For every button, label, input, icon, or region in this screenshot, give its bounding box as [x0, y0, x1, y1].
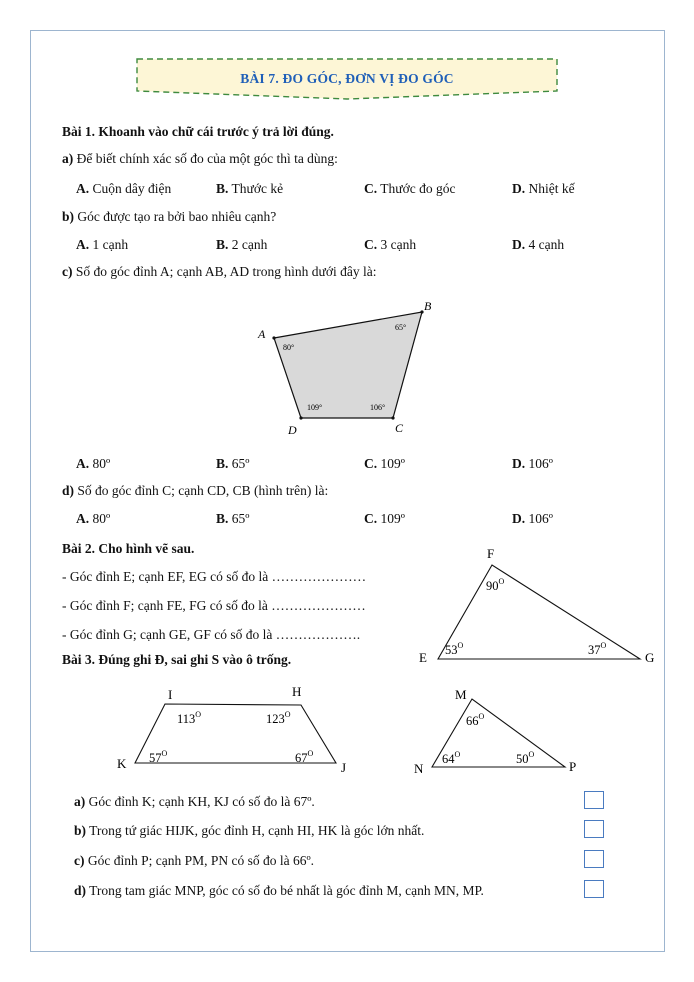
bai1-a-option-b[interactable]: B. Thước kẻ — [216, 181, 284, 196]
bai1-b-option-d[interactable]: D. 4 cạnh — [512, 237, 565, 252]
bai1-b-option-c[interactable]: C. 3 cạnh — [364, 237, 417, 252]
bai1-a-option-a[interactable]: A. Cuộn dây điện — [76, 181, 172, 196]
vertex-n-label: N — [414, 761, 424, 776]
angle-p-label: $50^O$ — [516, 750, 535, 766]
bai1-b-option-a[interactable]: A. 1 cạnh — [76, 237, 129, 252]
bai1-d-option-b[interactable]: B. 65º — [216, 511, 250, 526]
vertex-h-label: H — [292, 684, 302, 699]
bai2-line-e: - Góc đỉnh E; cạnh EF, EG có số đo là ………………… — [62, 569, 367, 584]
bai2-line-f: - Góc đỉnh F; cạnh FE, FG có số đo là ………………… — [62, 598, 366, 613]
bai1-b-option-b[interactable]: B. 2 cạnh — [216, 237, 268, 252]
bai1-d-option-c[interactable]: C. 109º — [364, 511, 405, 526]
bai3-statement-b: b) Trong tứ giác HIJK, góc đỉnh H, cạnh HI, HK là góc lớn nhất. — [74, 823, 425, 838]
page-title: BÀI 7. ĐO GÓC, ĐƠN VỊ ĐO GÓC — [240, 71, 454, 86]
angle-n-label: $64^O$ — [442, 750, 461, 766]
bai2-heading: Bài 2. Cho hình vẽ sau. — [62, 541, 195, 556]
vertex-i-label: I — [168, 687, 173, 702]
bai1-heading: Bài 1. Khoanh vào chữ cái trước ý trả lời đúng. — [62, 124, 334, 139]
bai1-question-b: b) Góc được tạo ra bởi bao nhiêu cạnh? — [62, 209, 277, 224]
quadrilateral-hijk-figure — [115, 683, 360, 778]
vertex-a-label: A — [258, 327, 266, 341]
angle-d-label: 109° — [307, 403, 323, 412]
vertex-j-label: J — [341, 760, 347, 775]
triangle-efg — [438, 565, 640, 659]
quadrilateral-abcd-figure — [250, 296, 450, 438]
vertex-p-label: P — [569, 759, 577, 774]
bai3-statement-a: a) Góc đỉnh K; cạnh KH, KJ có số đo là 67º. — [74, 794, 315, 809]
bai2-line-g: - Góc đỉnh G; cạnh GE, GF có số đo là ………………. — [62, 627, 361, 642]
vertex-b-label: B — [424, 299, 432, 313]
bai1-c-option-d[interactable]: D. 106º — [512, 456, 553, 471]
vertex-g-label: G — [645, 650, 655, 665]
bai1-c-option-c[interactable]: C. 109º — [364, 456, 405, 471]
bai3-statement-d: d) Trong tam giác MNP, góc có số đo bé nhất là góc đỉnh M, cạnh MN, MP. — [74, 883, 484, 898]
angle-m-label: $66^O$ — [466, 712, 485, 728]
angle-c-label: 106° — [370, 403, 386, 412]
bai1-question-c: c) Số đo góc đỉnh A; cạnh AB, AD trong hình dưới đây là: — [62, 264, 377, 279]
angle-a-label: 80° — [283, 343, 295, 352]
angle-e-label: $53^O$ — [445, 641, 464, 657]
bai1-d-option-a[interactable]: A. 80º — [76, 511, 111, 526]
triangle-mnp-figure — [410, 683, 590, 778]
bai1-question-a: a) Để biết chính xác số đo của một góc thì ta dùng: — [62, 151, 338, 166]
triangle-efg-figure — [415, 543, 665, 668]
angle-i-label: $113^O$ — [177, 710, 202, 726]
vertex-f-label: F — [487, 546, 495, 561]
angle-b-label: 65° — [395, 323, 407, 332]
title-banner — [136, 58, 558, 100]
answer-box-c[interactable] — [584, 850, 604, 868]
bai3-statement-c: c) Góc đỉnh P; cạnh PM, PN có số đo là 66º. — [74, 853, 315, 868]
answer-box-d[interactable] — [584, 880, 604, 898]
answer-box-a[interactable] — [584, 791, 604, 809]
angle-k-label: $57^O$ — [149, 749, 168, 765]
angle-g-label: $37^O$ — [588, 641, 607, 657]
vertex-m-label: M — [455, 687, 467, 702]
bai1-a-option-c[interactable]: C. Thước đo góc — [364, 181, 456, 196]
answer-box-b[interactable] — [584, 820, 604, 838]
vertex-d-label: D — [288, 423, 297, 437]
angle-h-label: $123^O$ — [266, 710, 291, 726]
angle-j-label: $67^O$ — [295, 749, 314, 765]
angle-f-label: $90^O$ — [486, 577, 505, 593]
vertex-e-label: E — [419, 650, 427, 665]
bai1-question-d: d) Số đo góc đỉnh C; cạnh CD, CB (hình trên) là: — [62, 483, 329, 498]
bai1-c-option-b[interactable]: B. 65º — [216, 456, 250, 471]
bai3-heading: Bài 3. Đúng ghi Đ, sai ghi S vào ô trống. — [62, 652, 292, 667]
bai1-c-option-a[interactable]: A. 80º — [76, 456, 111, 471]
vertex-k-label: K — [117, 756, 127, 771]
bai1-d-option-d[interactable]: D. 106º — [512, 511, 553, 526]
bai1-a-option-d[interactable]: D. Nhiệt kế — [512, 181, 575, 196]
vertex-c-label: C — [395, 421, 404, 435]
